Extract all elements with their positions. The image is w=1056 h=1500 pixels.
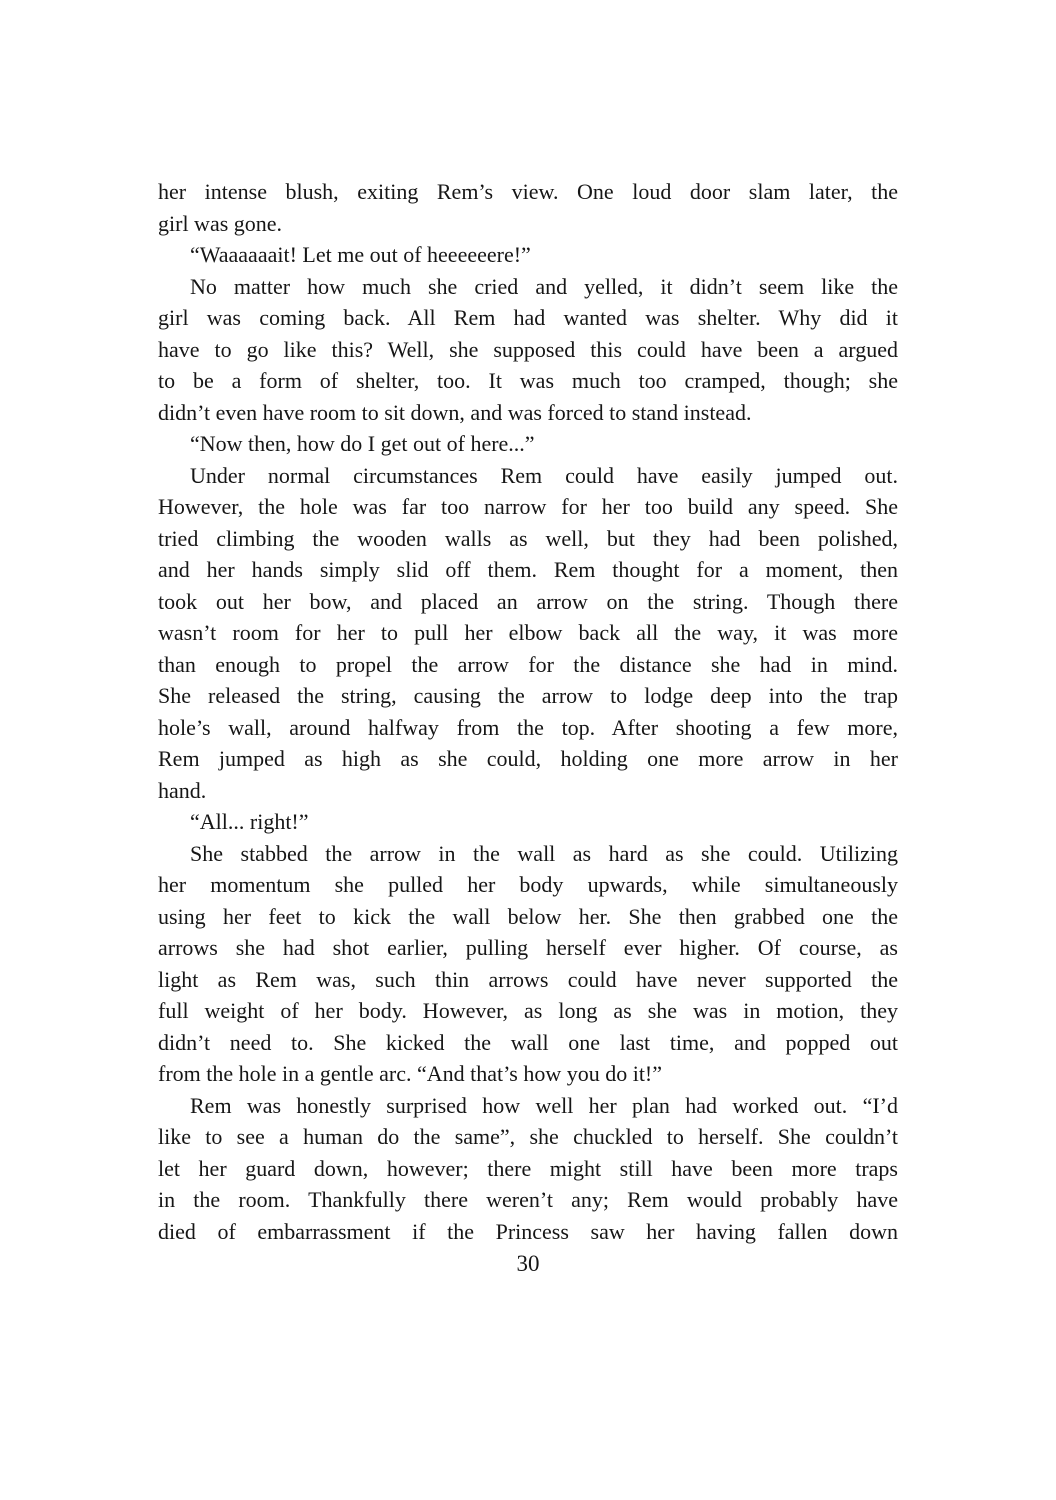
text-line: than enough to propel the arrow for the distance she had in mind. <box>158 651 898 677</box>
text-line: her momentum she pulled her body upwards, while simultaneously <box>158 872 898 897</box>
text-line: No matter how much she cried and yelled, it didn’t seem like the <box>190 273 898 299</box>
text-line: She released the string, causing the arrow to lodge deep into the trap <box>158 683 898 708</box>
paragraph <box>158 271 898 429</box>
text-line: using her feet to kick the wall below her. She then grabbed one the <box>158 903 898 929</box>
text-line: her intense blush, exiting Rem’s view. One loud door slam later, the <box>158 179 898 204</box>
text-line: have to go like this? Well, she supposed this could have been a argued <box>158 336 898 362</box>
text-line: tried climbing the wooden walls as well, but they had been polished, <box>158 525 898 551</box>
text-line: and her hands simply slid off them. Rem thought for a moment, then <box>158 557 898 582</box>
text-line: to be a form of shelter, too. It was much too cramped, though; she <box>158 368 898 393</box>
text-line: hand. <box>158 777 207 803</box>
text-line: in the room. Thankfully there weren’t any; Rem would probably have <box>158 1187 898 1212</box>
text-line: Under normal circumstances Rem could have easily jumped out. <box>190 462 898 488</box>
text-line: Rem jumped as high as she could, holding one more arrow in her <box>158 746 898 771</box>
text-line: like to see a human do the same”, she chuckled to herself. She couldn’t <box>158 1124 898 1149</box>
text-line: girl was gone. <box>158 210 283 236</box>
text-line: However, the hole was far too narrow for her too build any speed. She <box>158 494 898 519</box>
paragraph <box>158 838 898 1090</box>
paragraph <box>158 806 898 838</box>
text-line: took out her bow, and placed an arrow on the string. Though there <box>158 588 898 614</box>
page-text <box>158 176 898 1247</box>
paragraph <box>158 239 898 271</box>
text-line: “Waaaaaait! Let me out of heeeeeere!” <box>190 242 531 267</box>
text-line: full weight of her body. However, as long as she was in motion, they <box>158 998 898 1023</box>
text-line: let her guard down, however; there might still have been more traps <box>158 1155 898 1181</box>
paragraph <box>158 176 898 239</box>
paragraph <box>158 1090 898 1248</box>
text-line: wasn’t room for her to pull her elbow back all the way, it was more <box>158 620 898 645</box>
paragraph <box>158 428 898 460</box>
text-line: didn’t need to. She kicked the wall one last time, and popped out <box>158 1029 898 1055</box>
text-line: girl was coming back. All Rem had wanted was shelter. Why did it <box>158 305 898 330</box>
text-line: “Now then, how do I get out of here...” <box>190 431 535 456</box>
paragraph <box>158 460 898 807</box>
text-line: She stabbed the arrow in the wall as hard as she could. Utilizing <box>190 840 898 866</box>
text-line: “All... right!” <box>190 809 309 834</box>
text-line: light as Rem was, such thin arrows could have never supported the <box>158 966 898 992</box>
text-line: from the hole in a gentle arc. “And that’s how you do it!” <box>158 1061 663 1086</box>
text-line: arrows she had shot earlier, pulling herself ever higher. Of course, as <box>158 935 898 960</box>
text-line: died of embarrassment if the Princess saw her having fallen down <box>158 1218 898 1244</box>
text-line: didn’t even have room to sit down, and was forced to stand instead. <box>158 399 752 425</box>
text-line: hole’s wall, around halfway from the top. After shooting a few more, <box>158 714 898 740</box>
text-line: Rem was honestly surprised how well her plan had worked out. “I’d <box>190 1092 898 1118</box>
page-number: 30 <box>516 1251 540 1276</box>
